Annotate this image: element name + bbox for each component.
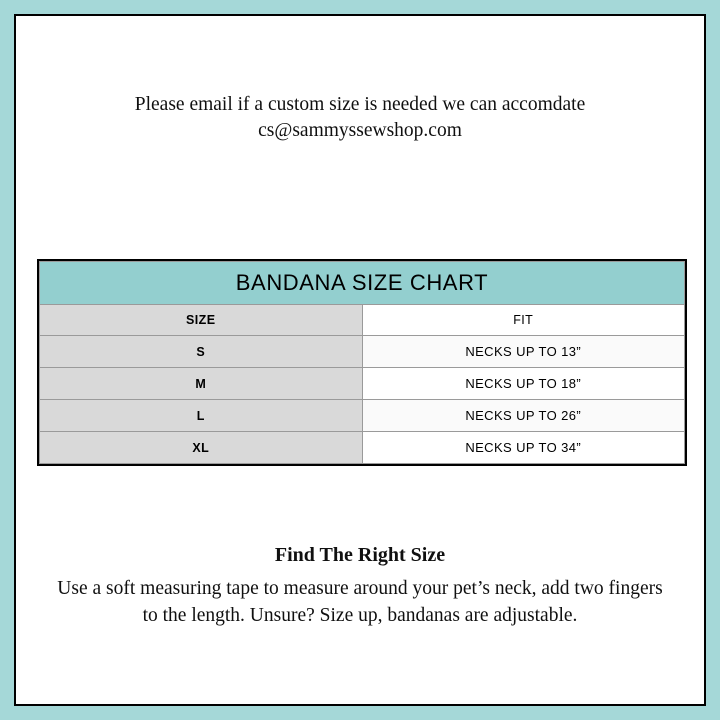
cell-fit-m: NECKS UP TO 18” xyxy=(362,368,685,400)
table-header-row xyxy=(40,305,685,336)
cell-size-m: M xyxy=(40,368,363,400)
column-header-size: SIZE xyxy=(40,305,363,336)
footer-body xyxy=(16,575,704,629)
cell-fit-s: NECKS UP TO 13” xyxy=(362,336,685,368)
find-the-right-size-section xyxy=(16,544,704,629)
table-title-row xyxy=(40,262,685,305)
footer-body-line-1: Use a soft measuring tape to measure around your pet’s neck, add two fingers xyxy=(57,578,663,599)
size-chart-table xyxy=(39,261,685,464)
cell-fit-xl: NECKS UP TO 34” xyxy=(362,432,685,464)
table-row xyxy=(40,400,685,432)
cell-size-xl: XL xyxy=(40,432,363,464)
custom-size-note-line-1: Please email if a custom size is needed we can accomdate xyxy=(134,94,586,115)
cell-fit-l: NECKS UP TO 26” xyxy=(362,400,685,432)
footer-title: Find The Right Size xyxy=(274,544,446,566)
table-row xyxy=(40,336,685,368)
size-chart-page xyxy=(14,14,706,706)
custom-size-note-email: cs@sammyssewshop.com xyxy=(258,120,462,141)
cell-size-s: S xyxy=(40,336,363,368)
table-row xyxy=(40,432,685,464)
cell-size-l: L xyxy=(40,400,363,432)
footer-body-line-2: to the length. Unsure? Size up, bandanas are adjustable. xyxy=(142,605,578,626)
chart-title: BANDANA SIZE CHART xyxy=(40,262,685,305)
custom-size-note xyxy=(16,92,704,144)
table-row xyxy=(40,368,685,400)
bandana-size-chart xyxy=(37,259,687,466)
column-header-fit: FIT xyxy=(362,305,685,336)
